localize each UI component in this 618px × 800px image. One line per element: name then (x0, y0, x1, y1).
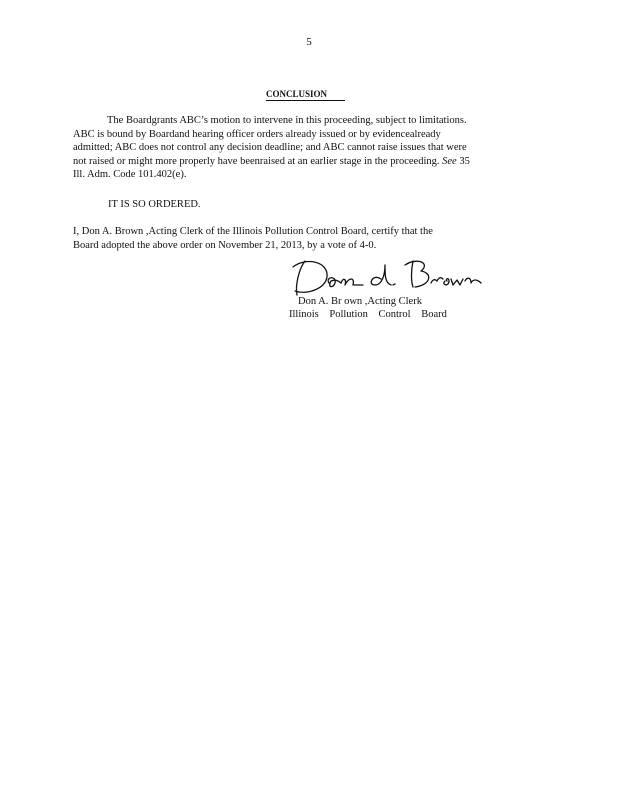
paragraph-line: ABC is bound by Boardand hearing officer orders already issued or by evidencealready (73, 128, 441, 140)
paragraph-line: Ill. Adm. Code 101.402(e). (73, 169, 187, 180)
paragraph-line (73, 141, 535, 155)
handwritten-signature (285, 255, 485, 299)
paragraph-line (73, 155, 535, 169)
paragraph-line-text: admitted; ABC does not control any decision deadline; and ABC cannot raise issues that were (73, 142, 467, 153)
order-statement: IT IS SO ORDERED. (108, 199, 201, 210)
certification-paragraph (73, 225, 535, 252)
section-heading: CONCLUSION (266, 89, 345, 101)
certification-line: Board adopted the above order on November 21, 2013, by a vote of 4-0. (73, 239, 377, 251)
paragraph-line-text: The Boardgrants ABC’s motion to intervene in this proceeding, subject to limitations. (107, 115, 467, 126)
clerk-name-title: Don A. Br own ,Acting Clerk (298, 296, 422, 307)
citation-number: 35 (459, 155, 470, 167)
paragraph-line-text: not raised or might more properly have beenraised at an earlier stage in the proceeding. (73, 155, 440, 167)
page-number: 5 (306, 36, 312, 48)
paragraph-line (73, 114, 535, 128)
clerk-organization: Illinois Pollution Control Board (289, 309, 447, 320)
conclusion-paragraph (73, 114, 535, 182)
citation-signal: See (442, 155, 457, 167)
certification-line: I, Don A. Brown ,Acting Clerk of the Illinois Pollution Control Board, certify that the (73, 226, 433, 237)
